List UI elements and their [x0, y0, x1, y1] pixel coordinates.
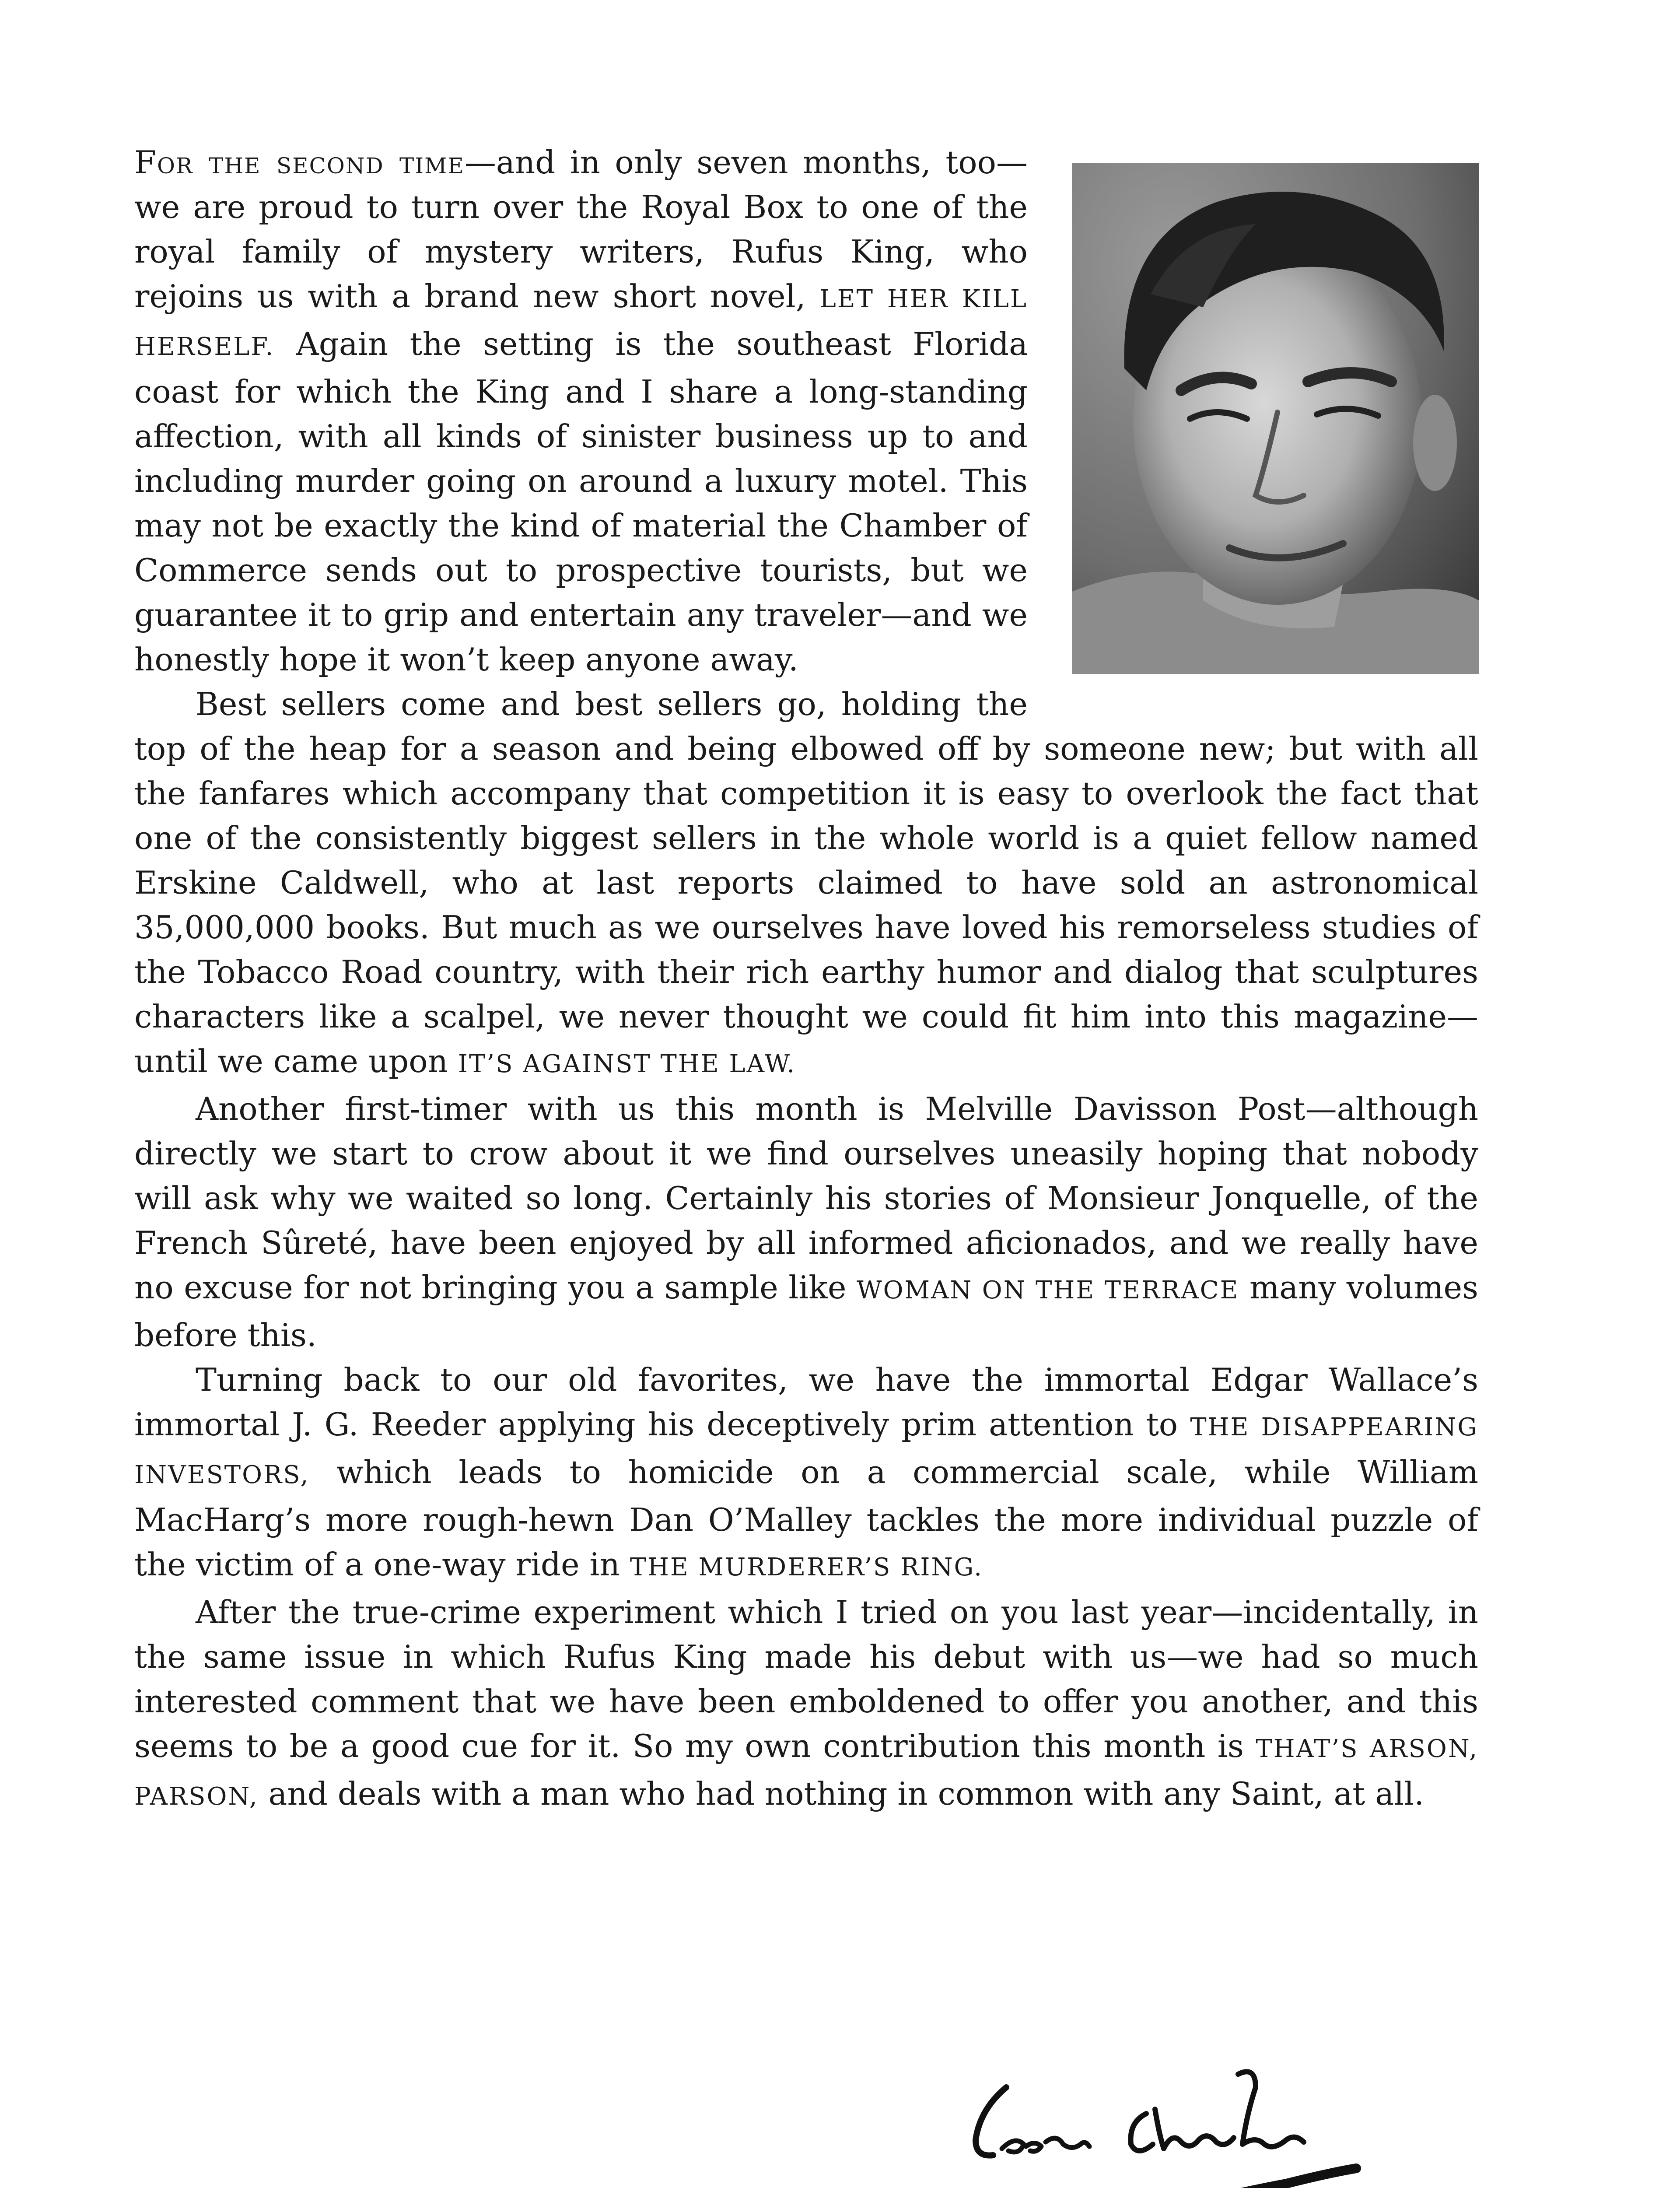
story-title-the-disappearing-investors: THE DISAPPEARING INVESTORS,: [134, 1413, 1479, 1489]
paragraph-2-text: Best sellers come and best sellers go, holding the top of the heap for a season and being elbowed off by someone new; but with all the fanfares which accompany that competition it is easy to overlook the fact that one of the consistently biggest sellers in the whole world is a quiet fellow named Erskine Caldwell, who at last reports claimed to have sold an astronomical 35,000,000 books. But much as we ourselves have loved his remorseless studies of the Tobacco Road country, with their rich earthy humor and dialog that sculptures characters like a scalpel, we never thought we could fit him into this magazine—until we came upon: [134, 686, 1478, 1080]
story-title-woman-on-the-terrace: WOMAN ON THE TERRACE: [857, 1276, 1239, 1304]
story-title-its-against-the-law: IT’S AGAINST THE LAW.: [458, 1050, 796, 1078]
editorial-text: [134, 140, 1478, 1819]
paragraph-4: [134, 1357, 1478, 1590]
story-title-the-murderers-ring: THE MURDERER’S RING.: [630, 1553, 984, 1581]
signature-drawing: [954, 2057, 1391, 2188]
paragraph-2: [134, 682, 1478, 1087]
story-title-thats-arson: THAT’S ARSON,: [1256, 1735, 1479, 1763]
editor-signature: [954, 2057, 1391, 2188]
lead-in-text: For the second time: [134, 144, 465, 181]
photo-spacer: [1028, 140, 1478, 702]
paragraph-5-text-b: and deals with a man who had nothing in common with any Saint, at all.: [258, 1775, 1424, 1812]
paragraph-5: [134, 1590, 1478, 1819]
paragraph-3: [134, 1087, 1478, 1357]
paragraph-1-text-a: —and in only seven months, too—we are proud to turn over the Royal Box to one of the royal family of mystery writers, Rufus King, who rejoins us with a brand new short novel,: [134, 144, 1028, 315]
paragraph-3-text-b: many volumes before this.: [134, 1269, 1479, 1353]
paragraph-5-text-a: After the true-crime experiment which I tried on you last year—incidentally, in the same issue in which Rufus King made his debut with us—we had so much interested comment that we have been emboldened to offer you another, and this seems to be a good cue for it. So my own contribution this month is: [134, 1594, 1478, 1764]
paragraph-4-text-b: which leads to homicide on a commercial scale, while William MacHarg’s more rough-hewn Dan O’Malley tackles the more individual puzzle of the victim of a one-way ride in: [134, 1454, 1478, 1583]
paragraph-4-text-a: Turning back to our old favorites, we have the immortal Edgar Wallace’s immortal J. G. Reeder applying his deceptively prim attention to: [134, 1361, 1478, 1443]
paragraph-1-text-b: Again the setting is the southeast Florida coast for which the King and I share a long-standing affection, with all kinds of sinister business up to and including murder going on around a luxury motel. This may not be exactly the kind of material the Chamber of Commerce sends out to prospective tourists, but we guarantee it to grip and entertain any traveler—and we honestly hope it won’t keep anyone away.: [134, 326, 1028, 678]
story-title-let-her-kill-herself: LET HER KILL HERSELF.: [134, 285, 1028, 361]
story-title-parson: PARSON,: [134, 1782, 259, 1811]
paragraph-3-text-a: Another first-timer with us this month is Melville Davisson Post—although directly we start to crow about it we find ourselves uneasily hoping that nobody will ask why we waited so long. Certainly his stories of Monsieur Jonquelle, of the French Sûreté, have been enjoyed by all informed aficionados, and we really have no excuse for not bringing you a sample like: [134, 1090, 1478, 1306]
